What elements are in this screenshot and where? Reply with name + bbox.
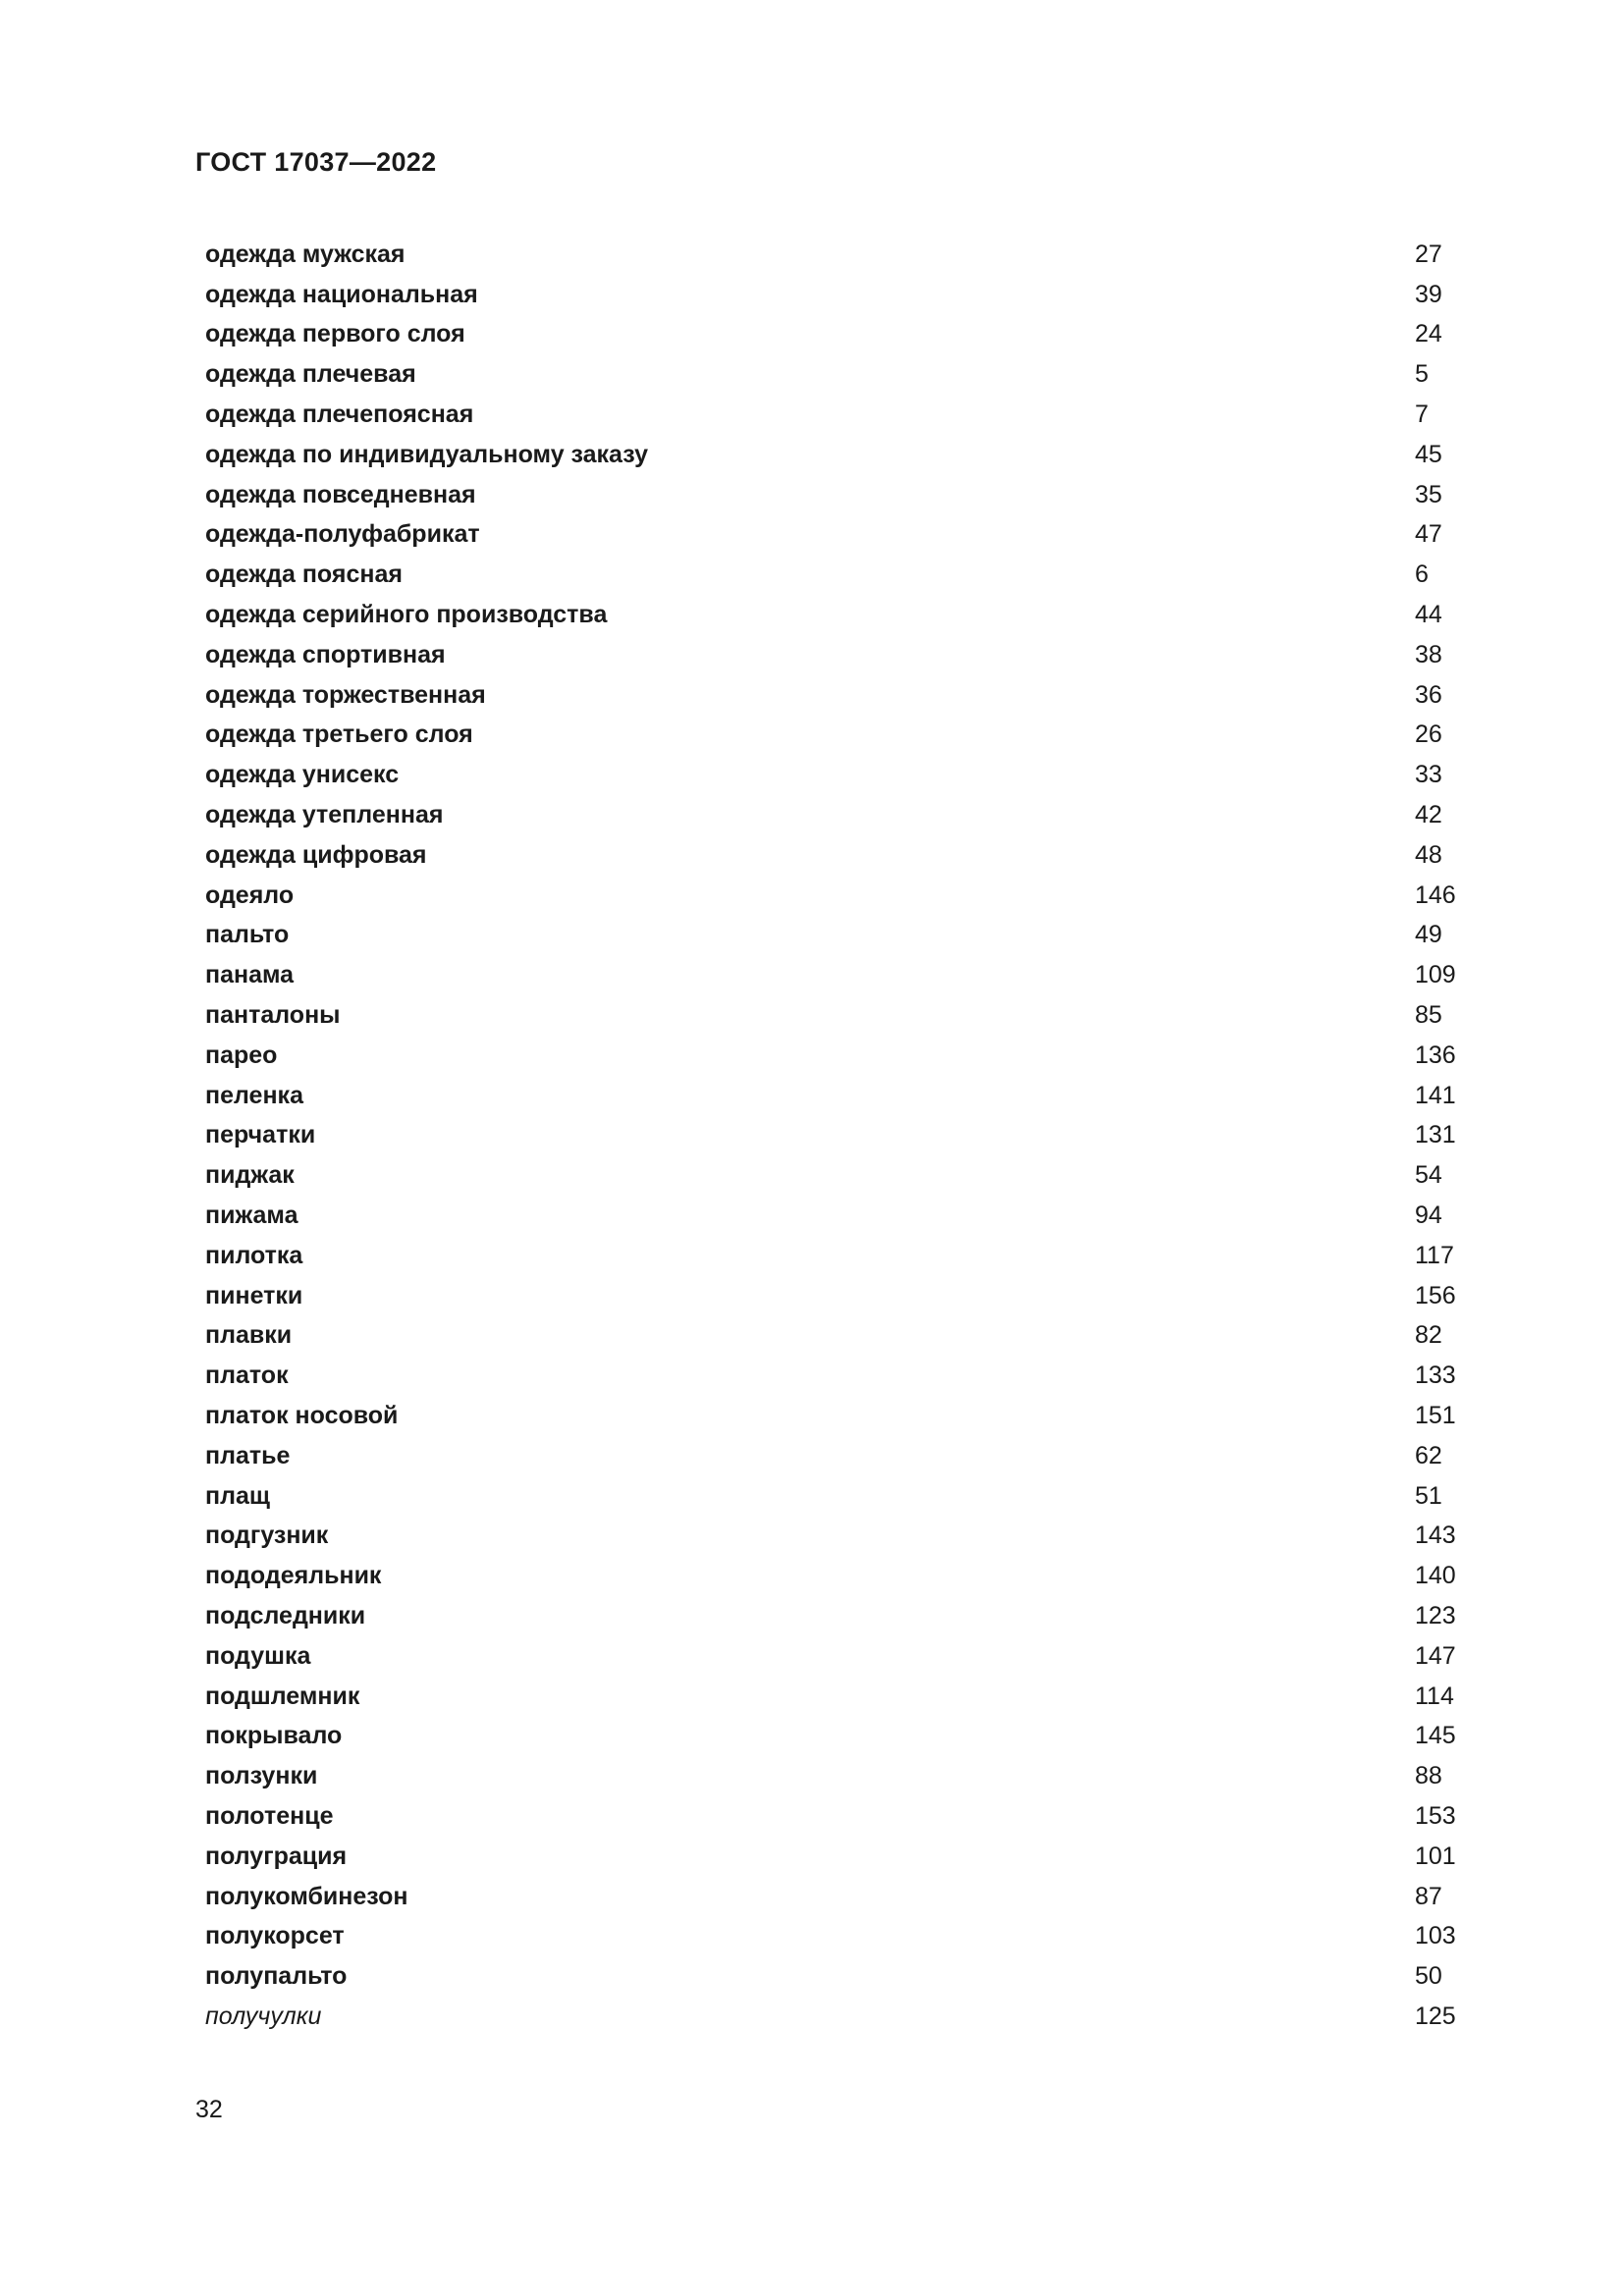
index-entry xyxy=(205,876,1484,916)
index-term: пеленка xyxy=(205,1081,303,1109)
index-reference-number: 27 xyxy=(1415,240,1442,268)
index-term: одежда по индивидуальному заказу xyxy=(205,440,648,468)
index-entry xyxy=(205,716,1484,756)
index-term: платок xyxy=(205,1362,289,1390)
index-reference-number: 5 xyxy=(1415,360,1429,389)
index-term: одежда спортивная xyxy=(205,640,446,668)
index-term: покрывало xyxy=(205,1722,343,1750)
index-term: одежда мужская xyxy=(205,240,406,268)
index-entry xyxy=(205,1396,1484,1436)
index-term: подгузник xyxy=(205,1522,329,1550)
index-reference-number: 33 xyxy=(1415,761,1442,789)
index-reference-number: 143 xyxy=(1415,1522,1456,1550)
index-reference-number: 42 xyxy=(1415,801,1442,829)
index-entry xyxy=(205,475,1484,515)
index-entry xyxy=(205,1596,1484,1636)
index-reference-number: 153 xyxy=(1415,1801,1456,1830)
index-term: полукорсет xyxy=(205,1922,345,1950)
index-reference-number: 62 xyxy=(1415,1441,1442,1469)
index-reference-number: 156 xyxy=(1415,1281,1456,1309)
index-reference-number: 48 xyxy=(1415,840,1442,869)
index-reference-number: 146 xyxy=(1415,881,1456,909)
index-term: пинетки xyxy=(205,1281,303,1309)
index-reference-number: 109 xyxy=(1415,961,1456,989)
index-term: ползунки xyxy=(205,1762,318,1790)
index-reference-number: 88 xyxy=(1415,1762,1442,1790)
index-term: одежда унисекс xyxy=(205,761,400,789)
index-entry xyxy=(205,1196,1484,1236)
index-term: одеяло xyxy=(205,881,295,909)
index-reference-number: 103 xyxy=(1415,1922,1456,1950)
index-entry xyxy=(205,675,1484,716)
index-entry xyxy=(205,1436,1484,1476)
index-reference-number: 50 xyxy=(1415,1962,1442,1991)
index-term: одежда серийного производства xyxy=(205,601,608,629)
index-entry xyxy=(205,1155,1484,1196)
index-reference-number: 54 xyxy=(1415,1161,1442,1190)
index-reference-number: 6 xyxy=(1415,561,1429,589)
index-term: полукомбинезон xyxy=(205,1882,408,1910)
index-reference-number: 38 xyxy=(1415,640,1442,668)
index-reference-number: 47 xyxy=(1415,520,1442,549)
index-entry xyxy=(205,595,1484,635)
index-reference-number: 133 xyxy=(1415,1362,1456,1390)
index-entry xyxy=(205,1236,1484,1276)
index-term: одежда первого слоя xyxy=(205,320,465,348)
index-entry xyxy=(205,1036,1484,1076)
index-entry xyxy=(205,635,1484,675)
index-reference-number: 101 xyxy=(1415,1842,1456,1870)
index-reference-number: 39 xyxy=(1415,280,1442,308)
index-entry xyxy=(205,755,1484,795)
index-reference-number: 136 xyxy=(1415,1041,1456,1069)
index-entry xyxy=(205,315,1484,355)
index-term: платье xyxy=(205,1441,291,1469)
index-reference-number: 87 xyxy=(1415,1882,1442,1910)
index-reference-number: 131 xyxy=(1415,1121,1456,1149)
index-term: полуграция xyxy=(205,1842,348,1870)
index-reference-number: 82 xyxy=(1415,1321,1442,1350)
index-term: одежда-полуфабрикат xyxy=(205,520,480,549)
alphabetical-index xyxy=(205,235,1484,2037)
index-entry xyxy=(205,995,1484,1036)
index-term: полупальто xyxy=(205,1962,348,1991)
index-term: одежда повседневная xyxy=(205,480,476,508)
index-entry xyxy=(205,1837,1484,1877)
index-term: подшлемник xyxy=(205,1682,360,1710)
index-entry xyxy=(205,1756,1484,1796)
index-term: платок носовой xyxy=(205,1402,399,1429)
index-entry xyxy=(205,835,1484,876)
index-term: подушка xyxy=(205,1641,311,1670)
index-reference-number: 51 xyxy=(1415,1481,1442,1510)
index-entry xyxy=(205,1356,1484,1396)
index-term: одежда цифровая xyxy=(205,840,427,869)
index-term: панталоны xyxy=(205,1001,341,1030)
index-entry xyxy=(205,235,1484,275)
index-reference-number: 45 xyxy=(1415,440,1442,468)
index-reference-number: 147 xyxy=(1415,1641,1456,1670)
index-entry xyxy=(205,435,1484,475)
index-entry xyxy=(205,955,1484,995)
index-term: пальто xyxy=(205,921,290,949)
index-entry xyxy=(205,395,1484,435)
index-entry xyxy=(205,515,1484,556)
index-entry xyxy=(205,354,1484,395)
index-term: одежда поясная xyxy=(205,561,403,589)
index-reference-number: 151 xyxy=(1415,1402,1456,1429)
index-entry xyxy=(205,1517,1484,1557)
index-entry xyxy=(205,1556,1484,1596)
index-reference-number: 125 xyxy=(1415,2002,1456,2030)
index-term: подследники xyxy=(205,1601,366,1629)
index-reference-number: 36 xyxy=(1415,680,1442,709)
index-entry xyxy=(205,1716,1484,1756)
index-term: пододеяльник xyxy=(205,1562,382,1590)
index-term: одежда национальная xyxy=(205,280,478,308)
index-entry xyxy=(205,1476,1484,1517)
index-term: полотенце xyxy=(205,1801,334,1830)
index-entry xyxy=(205,1997,1484,2037)
index-term: пилотка xyxy=(205,1241,303,1269)
index-entry xyxy=(205,275,1484,315)
index-term: панама xyxy=(205,961,295,989)
index-term: одежда торжественная xyxy=(205,680,486,709)
index-term: плащ xyxy=(205,1481,270,1510)
index-entry xyxy=(205,1956,1484,1997)
index-term: одежда плечепоясная xyxy=(205,400,474,429)
index-reference-number: 140 xyxy=(1415,1562,1456,1590)
index-term: одежда утепленная xyxy=(205,801,444,829)
document-header: ГОСТ 17037—2022 xyxy=(195,147,437,177)
index-term: плавки xyxy=(205,1321,293,1350)
index-reference-number: 85 xyxy=(1415,1001,1442,1030)
index-term: перчатки xyxy=(205,1121,316,1149)
index-term: получулки xyxy=(205,2002,322,2030)
index-reference-number: 35 xyxy=(1415,480,1442,508)
index-reference-number: 117 xyxy=(1415,1241,1454,1269)
index-term: одежда плечевая xyxy=(205,360,416,389)
index-term: пижама xyxy=(205,1201,298,1230)
index-entry xyxy=(205,1877,1484,1917)
index-entry xyxy=(205,1276,1484,1316)
index-reference-number: 94 xyxy=(1415,1201,1442,1230)
index-reference-number: 114 xyxy=(1415,1682,1454,1710)
index-reference-number: 44 xyxy=(1415,601,1442,629)
index-entry xyxy=(205,1677,1484,1717)
index-entry xyxy=(205,1636,1484,1677)
index-entry xyxy=(205,1916,1484,1956)
index-reference-number: 24 xyxy=(1415,320,1442,348)
page-number: 32 xyxy=(195,2096,223,2123)
index-term: одежда третьего слоя xyxy=(205,721,473,749)
index-entry xyxy=(205,916,1484,956)
index-entry xyxy=(205,1316,1484,1357)
index-reference-number: 49 xyxy=(1415,921,1442,949)
index-term: парео xyxy=(205,1041,278,1069)
index-reference-number: 7 xyxy=(1415,400,1429,429)
index-entry xyxy=(205,1796,1484,1837)
index-entry xyxy=(205,1116,1484,1156)
index-reference-number: 145 xyxy=(1415,1722,1456,1750)
index-reference-number: 123 xyxy=(1415,1601,1456,1629)
index-term: пиджак xyxy=(205,1161,295,1190)
index-entry xyxy=(205,1076,1484,1116)
index-entry xyxy=(205,795,1484,835)
index-reference-number: 26 xyxy=(1415,721,1442,749)
index-entry xyxy=(205,555,1484,595)
index-reference-number: 141 xyxy=(1415,1081,1456,1109)
